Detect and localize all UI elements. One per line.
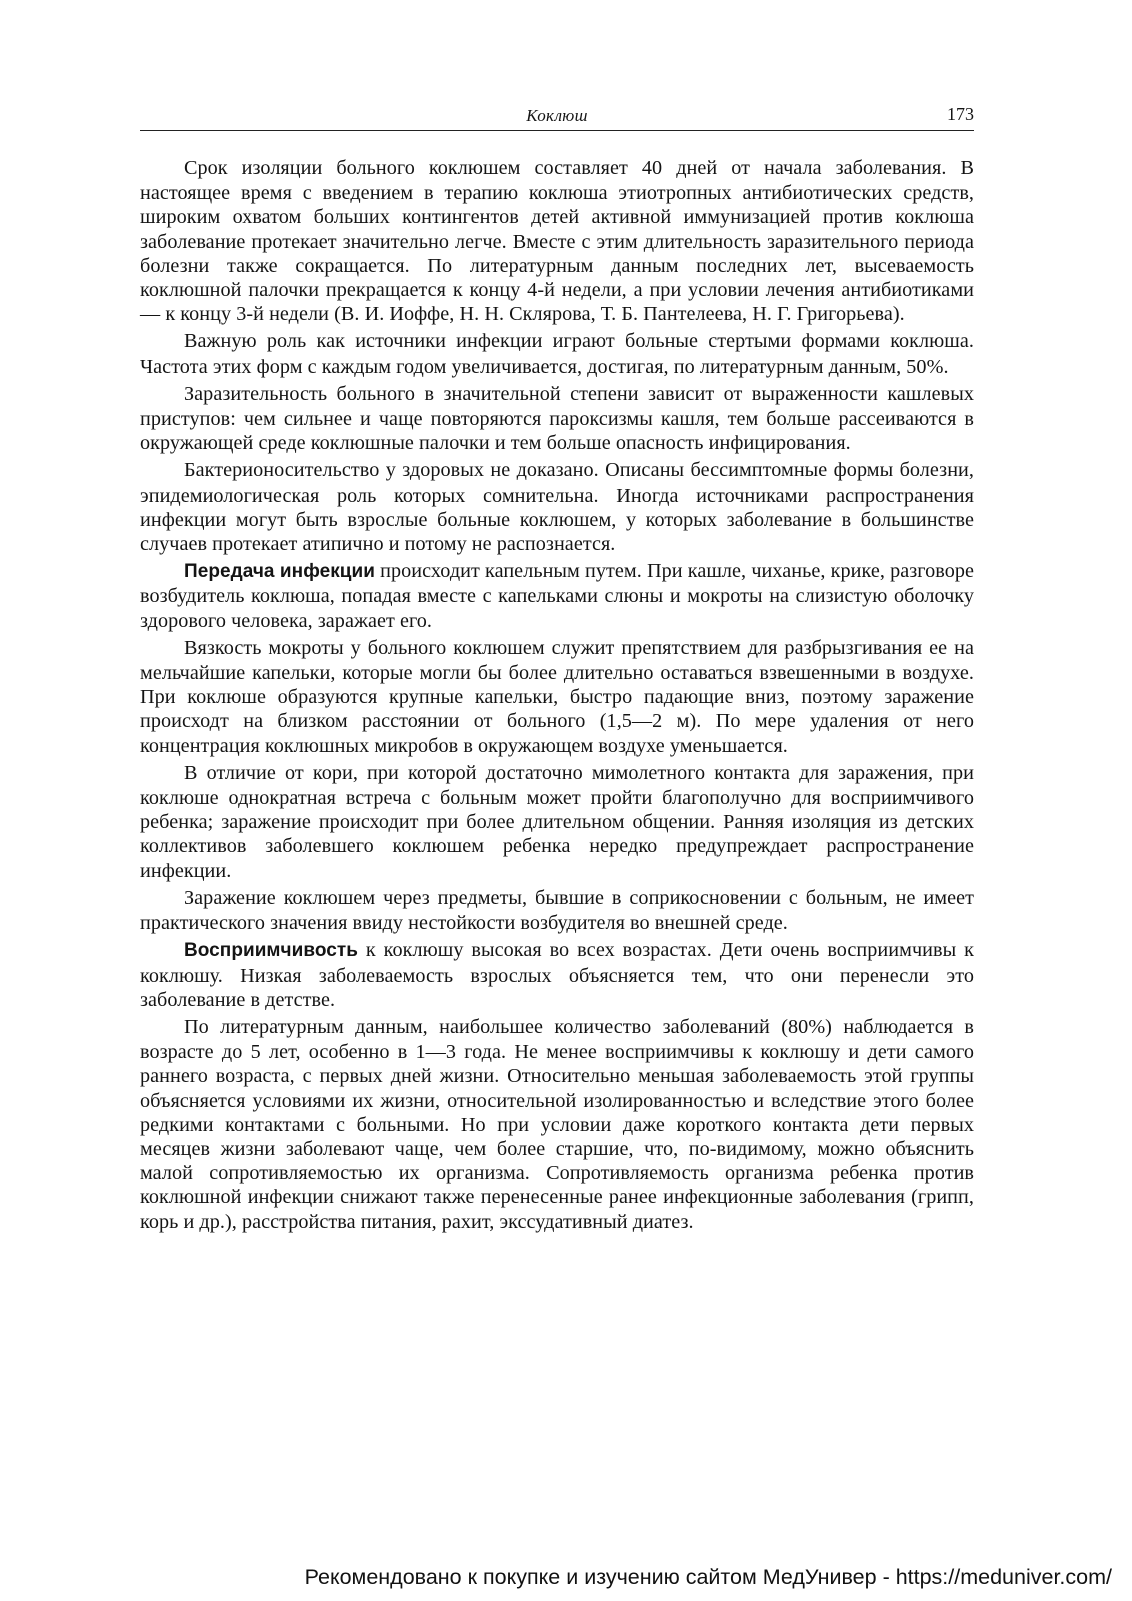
- paragraph-text: Важную роль как источники инфекции играют больные стертыми формами коклюша. Частота этих форм с каждым годом увеличивается, достигая, по литературным данным, 50%.: [140, 330, 974, 378]
- paragraph: [140, 1015, 974, 1234]
- paragraph-text: происходит капельным путем. При кашле, чиханье, крике, разговоре возбудитель коклюша, попадая вместе с капельками слюны и мокроты на слизистую оболочку здорового человека, заражает его.: [140, 560, 974, 632]
- paragraph: [140, 382, 974, 456]
- paragraph: [140, 636, 974, 758]
- paragraph-text: Срок изоляции больного коклюшем составляет 40 дней от начала заболевания. В настоящее время с введением в терапию коклюша этиотропных антибиотических средств, широким охватом больших контингентов детей активной иммунизацией против коклюша заболевание протекает значительно легче. Вместе с этим длительность заразительного периода болезни также сокращается. По литературным данным последних лет, высеваемость коклюшной палочки прекращается к концу 4-й недели, а при условии лечения антибиотиками — к концу 3-й недели (В. И. Иоффе, Н. Н. Склярова, Т. Б. Пантелеева, Н. Г. Григорьева).: [140, 157, 974, 326]
- paragraph-text: В отличие от кори, при которой достаточно мимолетного контакта для заражения, при коклюше однократная встреча с больным может пройти благополучно для восприимчивого ребенка; заражение происходит при более длительном общении. Ранняя изоляция из детских коллективов заболевшего коклюшем ребенка нередко предупреждает распространение инфекции.: [140, 761, 974, 882]
- paragraph-text: Бактерионосительство у здоровых не доказано. Описаны бессимптомные формы болезни, эпидемиологическая роль которых сомнительна. Иногда источниками распространения инфекции могут быть взрослые больные коклюшем, у которых заболевание в большинстве случаев протекает атипично и потому не распознается.: [140, 459, 974, 556]
- paragraph-lead: Передача инфекции: [184, 561, 375, 583]
- paragraph: [140, 886, 974, 935]
- page-header: [140, 104, 974, 131]
- paragraph-text: По литературным данным, наибольшее количество заболеваний (80%) наблюдается в возрасте до 5 лет, особенно в 1—3 года. Не менее восприимчивы к коклюшу и дети самого раннего возраста, с первых дней жизни. Относительно меньшая заболеваемость этой группы объясняется условиями их жизни, относительной изолированностью и вследствие этого более редкими контактами с больными. Но при условии даже короткого контакта дети первых месяцев жизни заболевают чаще, чем более старшие, что, по-видимому, можно объяснить малой сопротивляемостью их организма. Сопротивляемость организма ребенка против коклюшной инфекции снижают также перенесенные ранее инфекционные заболевания (грипп, корь и др.), расстройства питания, рахит, экссудативный диатез.: [140, 1015, 974, 1233]
- page-number: 173: [947, 104, 974, 124]
- paragraph: [140, 329, 974, 378]
- paragraph: [140, 458, 974, 556]
- paragraph: [140, 761, 974, 883]
- paragraph: [140, 156, 974, 326]
- footer-link[interactable]: Рекомендовано к покупке и изучению сайтом МедУнивер - https://meduniver.com/: [304, 1565, 1112, 1589]
- paragraph-lead: Восприимчивость: [184, 940, 358, 962]
- paragraph: [140, 559, 974, 633]
- paragraph-text: Вязкость мокроты у больного коклюшем служит препятствием для разбрызгивания ее на мельчайшие капельки, которые могли бы более длительно оставаться взвешенными в воздухе. При коклюше образуются крупные капельки, быстро падающие вниз, поэтому заражение происходт на близком расстоянии от больного (1,5—2 м). По мере удаления от него концентрация коклюшных микробов в окружающем воздухе уменьшается.: [140, 636, 974, 757]
- running-title: Коклюш: [526, 106, 588, 125]
- body-text: [140, 156, 974, 1237]
- paragraph: [140, 938, 974, 1012]
- paragraph-text: к коклюшу высокая во всех возрастах. Дети очень восприимчивы к коклюшу. Низкая заболеваемость взрослых объясняется тем, что они перенесли это заболевание в детстве.: [140, 939, 974, 1011]
- paragraph-text: Заражение коклюшем через предметы, бывшие в соприкосновении с больным, не имеет практического значения ввиду нестойкости возбудителя во внешней среде.: [140, 886, 974, 935]
- paragraph-text: Заразительность больного в значительной степени зависит от выраженности кашлевых приступов: чем сильнее и чаще повторяются пароксизмы кашля, тем больше рассеиваются в окружающей среде коклюшные палочки и тем больше опасность инфицирования.: [140, 382, 974, 455]
